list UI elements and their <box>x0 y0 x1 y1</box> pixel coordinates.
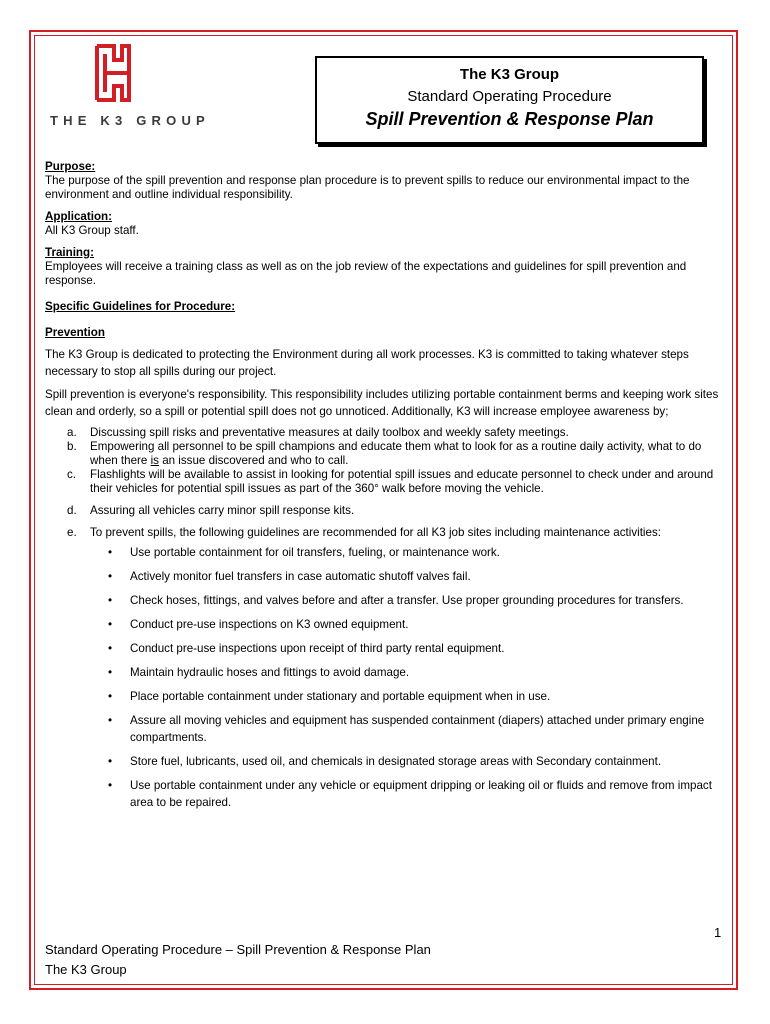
bullet-icon: • <box>108 546 113 559</box>
bullet-text: Check hoses, fittings, and valves before and after a transfer. Use proper grounding procedures for transfers. <box>130 594 684 607</box>
bullet-text: Actively monitor fuel transfers in case automatic shutoff valves fail. <box>130 570 471 583</box>
prevention-heading: Prevention <box>45 326 105 339</box>
bullet-text: Use portable containment for oil transfers, fueling, or maintenance work. <box>130 546 500 559</box>
document-type: Standard Operating Procedure <box>407 88 612 105</box>
k3-logo-mark-icon <box>92 44 132 102</box>
training-heading: Training: <box>45 246 94 259</box>
footer-line-2: The K3 Group <box>45 962 127 977</box>
logo-wordmark: THE K3 GROUP <box>50 113 210 128</box>
bullet-text: Place portable containment under stationary and portable equipment when in use. <box>130 690 551 703</box>
list-item <box>45 468 730 496</box>
purpose-section <box>45 160 730 202</box>
bullet-item <box>45 712 730 746</box>
document-body <box>45 160 730 818</box>
list-item <box>45 504 730 518</box>
application-section <box>45 210 730 238</box>
bullet-item <box>45 664 730 681</box>
purpose-heading: Purpose: <box>45 160 96 173</box>
bullet-text: Use portable containment under any vehicle or equipment dripping or leaking oil or fluids and remove from impact area to be repaired. <box>130 779 712 809</box>
bullet-text: Maintain hydraulic hoses and fittings to avoid damage. <box>130 666 410 679</box>
guidelines-bullet-list <box>45 544 730 811</box>
list-item-text: Assuring all vehicles carry minor spill response kits. <box>90 504 355 517</box>
bullet-icon: • <box>108 642 113 655</box>
bullet-text: Store fuel, lubricants, used oil, and chemicals in designated storage areas with Secondary containment. <box>130 755 662 768</box>
bullet-item <box>45 616 730 633</box>
list-item-text-part: an issue discovered and who to call. <box>158 454 349 467</box>
training-section <box>45 246 730 288</box>
list-marker: d. <box>67 504 77 517</box>
emphasized-word: is <box>150 454 159 467</box>
list-item-text <box>90 440 701 467</box>
list-item-text-part: Empowering all personnel to be spill champions and educate them what to look for as a routine daily activity, what to do when there <box>90 440 702 467</box>
bullet-icon: • <box>108 594 113 607</box>
bullet-icon: • <box>108 714 113 727</box>
bullet-item <box>45 544 730 561</box>
list-marker: c. <box>67 468 77 481</box>
training-text: Employees will receive a training class as well as on the job review of the expectations and guidelines for spill prevention and response. <box>45 260 687 287</box>
bullet-item <box>45 568 730 585</box>
list-marker: a. <box>67 426 77 439</box>
k3-logo <box>48 44 210 130</box>
bullet-icon: • <box>108 690 113 703</box>
list-marker: b. <box>67 440 77 453</box>
company-name: The K3 Group <box>459 66 560 83</box>
prevention-paragraph-2: Spill prevention is everyone's responsibility. This responsibility includes utilizing portable containment berms and keeping work sites clean and orderly, so a spill or potential spill does not go unnoticed. Additionally, K3 will increase employee awareness by; <box>45 388 719 418</box>
document-title: Spill Prevention & Response Plan <box>365 109 654 129</box>
list-marker: e. <box>67 526 77 539</box>
bullet-icon: • <box>108 779 113 792</box>
application-heading: Application: <box>45 210 112 223</box>
guidelines-heading: Specific Guidelines for Procedure: <box>45 300 236 313</box>
bullet-text: Conduct pre-use inspections upon receipt of third party rental equipment. <box>130 642 505 655</box>
list-item <box>45 440 730 468</box>
application-text: All K3 Group staff. <box>45 224 139 237</box>
awareness-list <box>45 426 730 540</box>
title-box <box>315 56 704 144</box>
purpose-text: The purpose of the spill prevention and response plan procedure is to prevent spills to reduce our environmental impact to the environment and outline individual responsibility. <box>45 174 690 201</box>
list-item <box>45 426 730 440</box>
page-number: 1 <box>714 925 722 940</box>
bullet-icon: • <box>108 618 113 631</box>
list-item-text: Discussing spill risks and preventative measures at daily toolbox and weekly safety meetings. <box>90 426 569 439</box>
list-item-text: Flashlights will be available to assist in looking for potential spill issues and educate personnel to check under and around their vehicles for potential spill issues as part of the 360° walk before moving the vehicle. <box>90 468 714 495</box>
bullet-item <box>45 753 730 770</box>
bullet-icon: • <box>108 666 113 679</box>
bullet-item <box>45 592 730 609</box>
bullet-text: Assure all moving vehicles and equipment has suspended containment (diapers) attached under primary engine compartments. <box>130 714 705 744</box>
bullet-item <box>45 777 730 811</box>
footer-line-1: Standard Operating Procedure – Spill Prevention & Response Plan <box>45 942 431 957</box>
bullet-item <box>45 640 730 657</box>
bullet-icon: • <box>108 755 113 768</box>
list-item <box>45 526 730 540</box>
list-item-text: To prevent spills, the following guidelines are recommended for all K3 job sites including maintenance activities: <box>90 526 661 539</box>
page-footer <box>45 940 431 980</box>
bullet-item <box>45 688 730 705</box>
bullet-icon: • <box>108 570 113 583</box>
prevention-paragraph-1: The K3 Group is dedicated to protecting the Environment during all work processes. K3 is committed to taking whatever steps necessary to stop all spills during our project. <box>45 348 689 378</box>
bullet-text: Conduct pre-use inspections on K3 owned equipment. <box>130 618 409 631</box>
